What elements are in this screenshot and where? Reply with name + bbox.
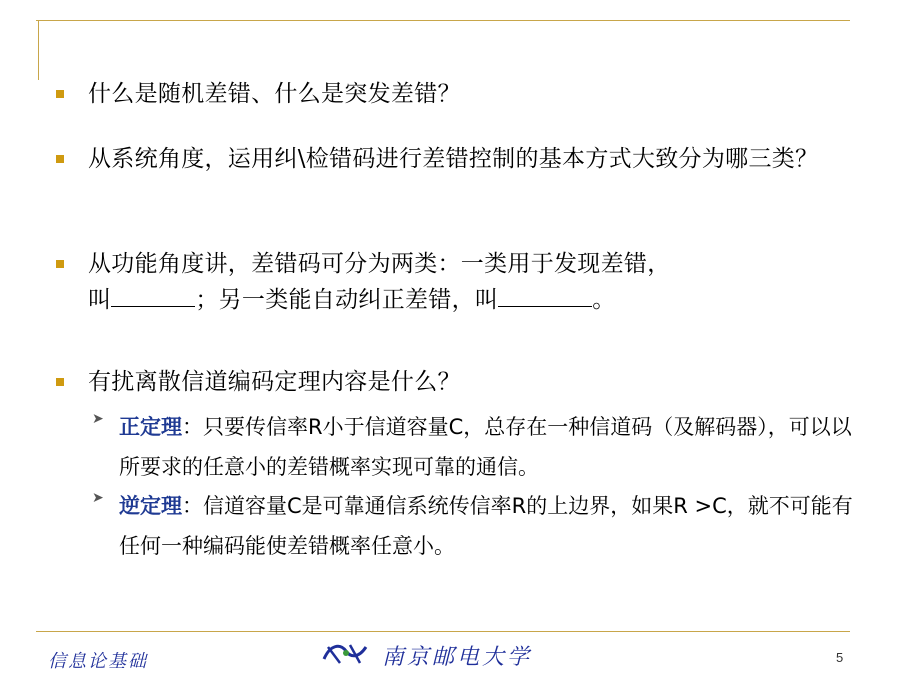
question-text: 从系统角度，运用纠\检错码进行差错控制的基本方式大致分为哪三类？ <box>88 146 819 172</box>
question-text: 有扰离散信道编码定理内容是什么？ <box>88 369 461 395</box>
square-bullet-icon <box>56 90 64 98</box>
theorem-colon: ： <box>182 415 203 439</box>
theorem-body: 信道容量C是可靠通信系统传信率R的上边界，如果R >C，就不可能有任何一种编码能使差错概率任意小。 <box>119 494 853 558</box>
chevron-right-icon: ➤ <box>92 411 104 427</box>
question-segment: 。 <box>592 287 616 313</box>
question-text: 什么是随机差错、什么是突发差错？ <box>88 81 461 107</box>
question-line-1: 从功能角度讲，差错码可分为两类：一类用于发现差错， <box>88 251 671 277</box>
page-number: 5 <box>836 650 844 665</box>
fill-blank-1 <box>111 284 195 307</box>
university-logo-icon <box>320 637 376 669</box>
question-item-4 <box>56 364 848 400</box>
question-item-2 <box>56 141 848 177</box>
square-bullet-icon <box>56 155 64 163</box>
theorem-title: 正定理 <box>119 415 182 439</box>
square-bullet-icon <box>56 260 64 268</box>
course-name: 信息论基础 <box>48 651 148 672</box>
theorem-body: 只要传信率R小于信道容量C，总存在一种信道码（及解码器），可以以所要求的任意小的差错概率实现可靠的通信。 <box>119 415 852 479</box>
chevron-right-icon: ➤ <box>92 490 104 506</box>
question-item-1 <box>56 76 848 112</box>
university-name: 南京邮电大学 <box>382 645 533 670</box>
question-text <box>88 246 848 318</box>
theorem-item-forward <box>92 407 854 487</box>
theorem-title: 逆定理 <box>119 494 182 518</box>
university-logo <box>320 637 540 669</box>
fill-blank-2 <box>498 284 592 307</box>
question-segment: 叫 <box>88 287 112 313</box>
question-segment: ；另一类能自动纠正差错，叫 <box>195 287 499 313</box>
square-bullet-icon <box>56 378 64 386</box>
footer-border-line <box>36 631 850 632</box>
theorem-colon: ： <box>182 494 203 518</box>
question-item-3 <box>56 246 848 318</box>
theorem-item-converse <box>92 486 854 566</box>
